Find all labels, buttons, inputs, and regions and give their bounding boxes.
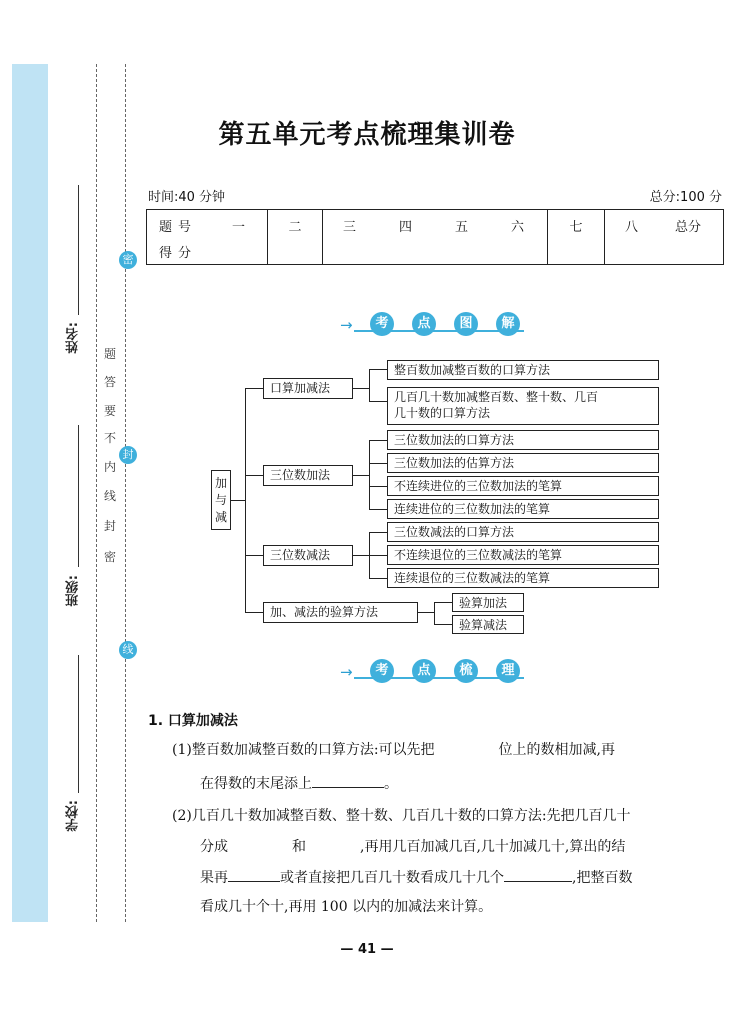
column-label: 总分 (675, 220, 702, 235)
seal-text-char: 内 (103, 460, 116, 474)
text: 。 (384, 776, 398, 792)
score-cell[interactable] (548, 210, 605, 265)
leaf-item-multiline (387, 387, 659, 425)
score-cell-group[interactable] (323, 210, 548, 265)
leaf-item: 三位数加法的口算方法 (387, 430, 659, 450)
seal-text-char: 线 (103, 489, 116, 503)
class-input-line[interactable] (78, 425, 79, 567)
connector (369, 578, 387, 579)
fill-blank[interactable] (312, 773, 384, 788)
seal-text-char: 不 (103, 431, 116, 445)
school-input-line[interactable] (78, 655, 79, 793)
banner-char: 解 (496, 312, 520, 336)
leaf-item: 三位数减法的口算方法 (387, 522, 659, 542)
text: ,再用几百加减几百,几十加减几十,算出的结 (360, 839, 626, 855)
leaf-line: 几百几十数加减整百数、整十数、几百 (394, 390, 599, 404)
text: 和 (292, 839, 306, 855)
connector (369, 440, 370, 509)
fill-blank[interactable] (504, 867, 572, 882)
connector (434, 602, 452, 603)
banner-char: 点 (412, 659, 436, 683)
name-input-line[interactable] (78, 185, 79, 315)
fill-blank[interactable] (228, 867, 280, 882)
connector (369, 509, 387, 510)
column-label: 三 (343, 220, 357, 235)
banner-char: 点 (412, 312, 436, 336)
branch-three-digit-sub: 三位数减法 (263, 545, 353, 566)
leaf-item: 整百数加减整百数的口算方法 (387, 360, 659, 380)
tree-root: 加与减 (211, 470, 231, 530)
connector (434, 624, 452, 625)
item1-line1 (172, 740, 615, 760)
leaf-line: 几十数的口算方法 (394, 406, 491, 420)
binding-dashed-line-outer (125, 64, 126, 922)
connector (369, 369, 370, 401)
section-banner-review (340, 659, 530, 683)
connector (369, 401, 387, 402)
item2-line3 (200, 867, 632, 888)
connector (231, 500, 245, 501)
connector (418, 612, 434, 613)
arrow-icon: → (340, 663, 353, 681)
column-label: 四 (399, 220, 413, 235)
page-number: — 41 — (340, 942, 394, 957)
seal-text-char: 封 (103, 519, 116, 533)
column-label: 五 (455, 220, 469, 235)
seal-marker-feng: 封 (119, 446, 137, 464)
column-label: 一 (231, 220, 245, 235)
total-score-label: 总分:100 分 (649, 190, 722, 205)
school-label: 学校: (66, 800, 81, 832)
column-label: 六 (511, 220, 525, 235)
section-banner-diagram (340, 312, 530, 336)
score-cell-group[interactable] (605, 210, 724, 265)
page-title: 第五单元考点梳理集训卷 (218, 120, 516, 150)
connector (369, 555, 387, 556)
connector (434, 602, 435, 624)
leaf-item: 连续进位的三位数加法的笔算 (387, 499, 659, 519)
banner-char: 图 (454, 312, 478, 336)
connector (245, 475, 263, 476)
score-table (146, 209, 724, 265)
seal-text-char: 答 (103, 375, 116, 389)
connector (245, 555, 263, 556)
branch-three-digit-add: 三位数加法 (263, 465, 353, 486)
column-label: 七 (569, 220, 583, 235)
connector (369, 463, 387, 464)
connector (353, 388, 369, 389)
connector (245, 388, 246, 612)
leaf-item: 验算加法 (452, 593, 524, 612)
connector (245, 388, 263, 389)
leaf-item: 不连续进位的三位数加法的笔算 (387, 476, 659, 496)
row-label-question-number: 题号 (159, 220, 198, 235)
seal-text-char: 要 (103, 404, 116, 418)
leaf-item: 三位数加法的估算方法 (387, 453, 659, 473)
banner-char: 理 (496, 659, 520, 683)
arrow-icon: → (340, 316, 353, 334)
seal-text-char: 密 (103, 550, 116, 564)
text: ,把整百数 (572, 870, 633, 886)
seal-marker-xian: 线 (119, 641, 137, 659)
score-cell[interactable] (268, 210, 323, 265)
leaf-item: 连续退位的三位数减法的笔算 (387, 568, 659, 588)
item1-line2 (200, 773, 398, 794)
connector (369, 532, 387, 533)
section-heading: 1. 口算加减法 (148, 713, 238, 729)
text: 分成 (200, 839, 228, 855)
text: 果再 (200, 870, 228, 886)
binding-dashed-line-inner (96, 64, 97, 922)
text: 或者直接把几百几十数看成几十几个 (280, 870, 504, 886)
leaf-item: 不连续退位的三位数减法的笔算 (387, 545, 659, 565)
connector (353, 555, 369, 556)
row-label-score: 得分 (159, 246, 198, 261)
connector (369, 486, 387, 487)
text: (1)整百数加减整百数的口算方法:可以先把 (172, 742, 435, 758)
score-header-cell (147, 210, 268, 265)
connector (353, 475, 369, 476)
connector (369, 440, 387, 441)
banner-char: 考 (370, 312, 394, 336)
name-label: 姓名: (66, 322, 81, 354)
banner-char: 梳 (454, 659, 478, 683)
branch-oral-calc: 口算加减法 (263, 378, 353, 399)
text: 在得数的末尾添上 (200, 776, 312, 792)
column-label: 八 (625, 220, 639, 235)
column-label: 二 (288, 220, 302, 235)
leaf-item: 验算减法 (452, 615, 524, 634)
binding-strip (12, 64, 48, 922)
seal-marker-mi: 密 (119, 251, 137, 269)
branch-verification: 加、减法的验算方法 (263, 602, 418, 623)
class-label: 班级: (66, 575, 81, 607)
connector (369, 369, 387, 370)
item2-line4: 看成几十个十,再用 100 以内的加减法来计算。 (200, 899, 493, 915)
time-label: 时间:40 分钟 (148, 190, 226, 205)
seal-text-char: 题 (103, 347, 116, 361)
text: 位上的数相加减,再 (498, 742, 615, 758)
banner-char: 考 (370, 659, 394, 683)
item2-line1: (2)几百几十数加减整百数、整十数、几百几十数的口算方法:先把几百几十 (172, 808, 631, 824)
connector (245, 612, 263, 613)
item2-line2 (200, 837, 625, 857)
